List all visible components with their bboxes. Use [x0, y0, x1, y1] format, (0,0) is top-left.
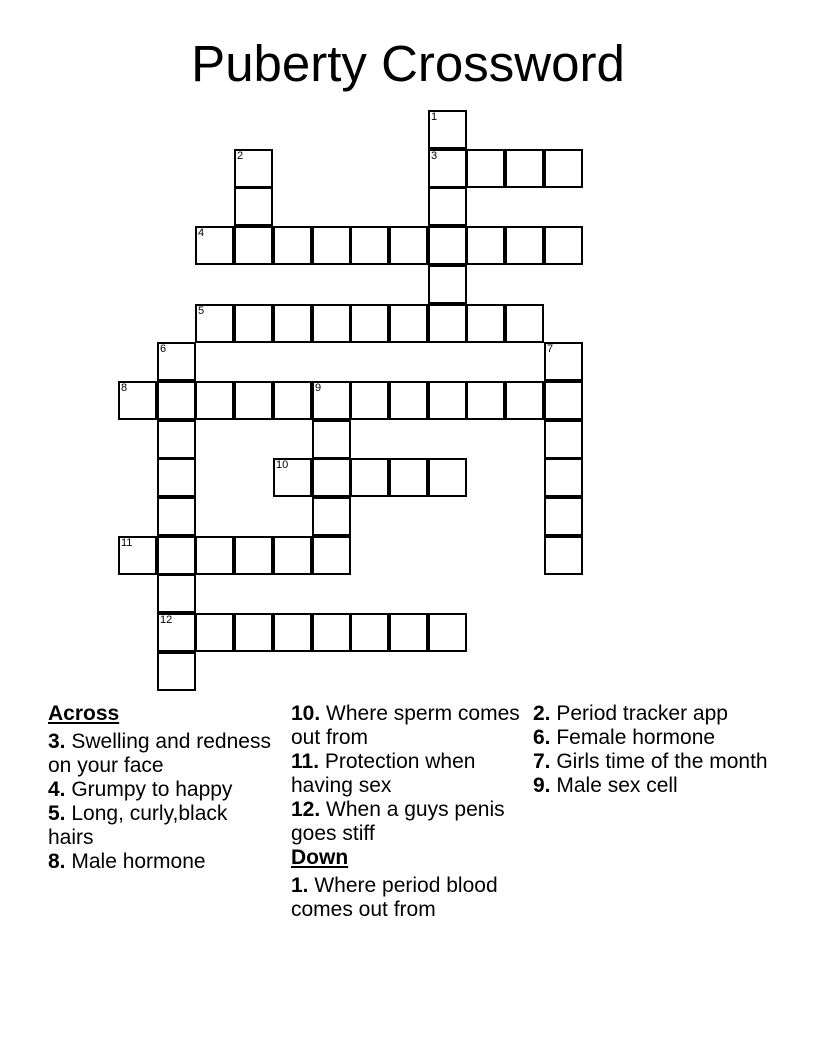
clue-item [48, 850, 278, 874]
crossword-cell[interactable] [157, 420, 196, 459]
crossword-cell[interactable] [234, 613, 273, 652]
crossword-cell[interactable] [544, 226, 583, 265]
crossword-cell[interactable] [505, 304, 544, 343]
clue-number: 1 [431, 111, 438, 123]
clue-item-number: 1. [291, 874, 309, 897]
clue-number: 4 [198, 227, 205, 239]
crossword-cell[interactable] [157, 342, 196, 381]
clue-item-number: 8. [48, 850, 66, 873]
clue-item [291, 750, 531, 798]
crossword-cell[interactable] [389, 458, 428, 497]
crossword-cell[interactable] [195, 536, 234, 575]
clue-item [533, 702, 773, 726]
crossword-cell[interactable] [544, 536, 583, 575]
crossword-cell[interactable] [466, 226, 505, 265]
crossword-cell[interactable] [118, 381, 157, 420]
crossword-cell[interactable] [389, 381, 428, 420]
crossword-cell[interactable] [505, 381, 544, 420]
clue-item-text: Grumpy to happy [65, 778, 233, 801]
crossword-cell[interactable] [350, 304, 389, 343]
clue-number: 8 [121, 382, 128, 394]
crossword-cell[interactable] [312, 420, 351, 459]
clue-item-number: 7. [533, 750, 551, 773]
clue-item [291, 874, 531, 922]
crossword-cell[interactable] [273, 458, 312, 497]
crossword-cell[interactable] [234, 149, 273, 188]
crossword-cell[interactable] [157, 574, 196, 613]
crossword-cell[interactable] [544, 149, 583, 188]
clue-item [533, 774, 773, 798]
crossword-cell[interactable] [544, 420, 583, 459]
clue-item [533, 750, 773, 774]
clue-item-text: Where sperm comes out from [291, 702, 520, 749]
clue-item-text: Swelling and redness on your face [48, 730, 271, 777]
crossword-cell[interactable] [544, 497, 583, 536]
clue-item-number: 4. [48, 778, 66, 801]
crossword-cell[interactable] [157, 381, 196, 420]
crossword-cell[interactable] [389, 226, 428, 265]
crossword-cell[interactable] [157, 458, 196, 497]
clue-section-heading: Across [48, 702, 120, 725]
crossword-cell[interactable] [312, 304, 351, 343]
clues-column-3 [533, 702, 773, 798]
crossword-cell[interactable] [157, 497, 196, 536]
clue-number: 6 [160, 343, 167, 355]
crossword-cell[interactable] [428, 304, 467, 343]
clue-item [48, 778, 278, 802]
crossword-cell[interactable] [428, 265, 467, 304]
crossword-cell[interactable] [428, 613, 467, 652]
clue-item [533, 726, 773, 750]
clue-number: 11 [121, 537, 133, 549]
crossword-cell[interactable] [273, 613, 312, 652]
clues-column-1 [48, 702, 278, 874]
crossword-cell[interactable] [157, 536, 196, 575]
clue-item-number: 6. [533, 726, 551, 749]
clue-item-text: Girls time of the month [550, 750, 768, 773]
clue-item [291, 702, 531, 750]
clue-item-text: Where period blood comes out from [291, 874, 498, 921]
clue-item-text: Long, curly,black hairs [48, 802, 228, 849]
clue-item-number: 2. [533, 702, 551, 725]
crossword-cell[interactable] [428, 226, 467, 265]
crossword-cell[interactable] [350, 458, 389, 497]
clues-column-2 [291, 702, 531, 922]
crossword-cell[interactable] [428, 381, 467, 420]
crossword-cell[interactable] [350, 226, 389, 265]
crossword-cell[interactable] [312, 458, 351, 497]
crossword-cell[interactable] [234, 226, 273, 265]
crossword-cell[interactable] [195, 613, 234, 652]
clue-item-text: Male sex cell [550, 774, 678, 797]
crossword-cell[interactable] [195, 381, 234, 420]
crossword-cell[interactable] [505, 226, 544, 265]
crossword-cell[interactable] [157, 613, 196, 652]
crossword-cell[interactable] [428, 110, 467, 149]
clue-item-number: 5. [48, 802, 66, 825]
clue-item-text: Protection when having sex [291, 750, 476, 797]
clue-number: 12 [160, 614, 173, 626]
crossword-cell[interactable] [389, 304, 428, 343]
clue-item-number: 11. [291, 750, 320, 773]
crossword-cell[interactable] [312, 497, 351, 536]
clue-item [291, 798, 531, 846]
crossword-cell[interactable] [428, 149, 467, 188]
clue-number: 3 [431, 150, 438, 162]
crossword-cell[interactable] [428, 187, 467, 226]
crossword-cell[interactable] [195, 226, 234, 265]
crossword-cell[interactable] [466, 149, 505, 188]
crossword-cell[interactable] [157, 652, 196, 691]
crossword-cell[interactable] [273, 381, 312, 420]
crossword-cell[interactable] [312, 536, 351, 575]
crossword-cell[interactable] [273, 226, 312, 265]
crossword-cell[interactable] [544, 381, 583, 420]
crossword-cell[interactable] [195, 304, 234, 343]
clue-number: 7 [547, 343, 554, 355]
crossword-cell[interactable] [389, 613, 428, 652]
crossword-cell[interactable] [544, 458, 583, 497]
crossword-cell[interactable] [234, 187, 273, 226]
crossword-cell[interactable] [466, 304, 505, 343]
clue-item [48, 730, 278, 778]
clue-item-number: 3. [48, 730, 66, 753]
clue-item-number: 10. [291, 702, 321, 725]
crossword-cell[interactable] [312, 613, 351, 652]
crossword-cell[interactable] [273, 304, 312, 343]
crossword-cell[interactable] [505, 149, 544, 188]
crossword-cell[interactable] [428, 458, 467, 497]
clue-item-text: When a guys penis goes stiff [291, 798, 505, 845]
crossword-cell[interactable] [350, 613, 389, 652]
clue-number: 9 [315, 382, 322, 394]
page-title: Puberty Crossword [191, 35, 625, 92]
crossword-cell[interactable] [312, 381, 351, 420]
crossword-cell[interactable] [466, 381, 505, 420]
clue-item-number: 9. [533, 774, 551, 797]
crossword-cell[interactable] [234, 536, 273, 575]
clue-section-heading: Down [291, 846, 349, 869]
crossword-cell[interactable] [350, 381, 389, 420]
clue-number: 5 [198, 305, 205, 317]
clue-item-number: 12. [291, 798, 321, 821]
crossword-cell[interactable] [273, 536, 312, 575]
clue-item-text: Female hormone [550, 726, 716, 749]
crossword-cell[interactable] [118, 536, 157, 575]
clue-item-text: Period tracker app [550, 702, 728, 725]
clue-number: 10 [276, 459, 289, 471]
crossword-cell[interactable] [544, 342, 583, 381]
clue-item-text: Male hormone [65, 850, 206, 873]
clue-item [48, 802, 278, 850]
crossword-cell[interactable] [234, 304, 273, 343]
crossword-cell[interactable] [234, 381, 273, 420]
clue-number: 2 [237, 150, 244, 162]
crossword-cell[interactable] [312, 226, 351, 265]
